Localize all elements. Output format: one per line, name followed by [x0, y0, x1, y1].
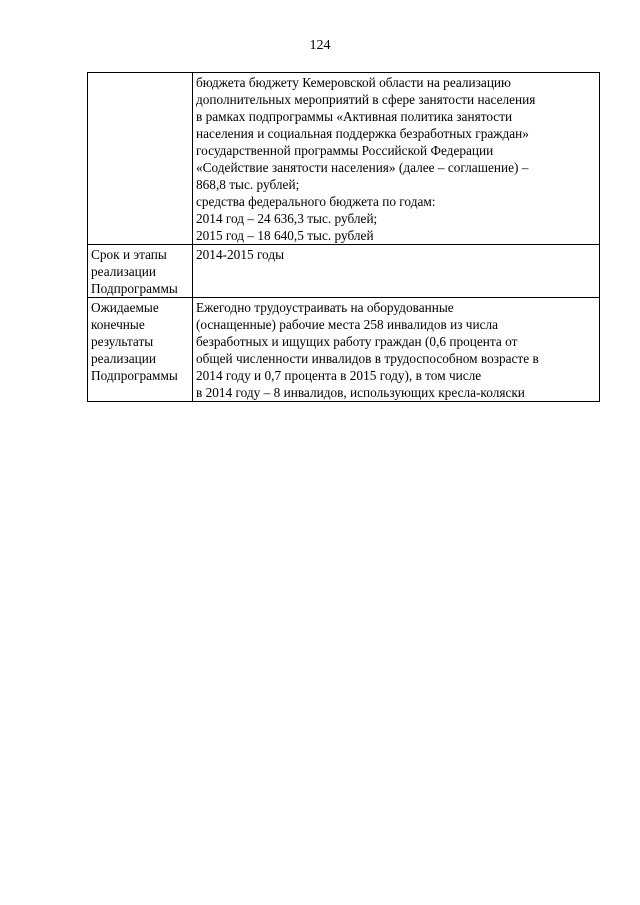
label-cell-expected-results: [88, 298, 193, 402]
table-row-funding-continued: [88, 73, 600, 245]
results-text-line: общей численности инвалидов в трудоспособном возрасте в: [196, 351, 539, 366]
timeline-label-line: Подпрограммы: [91, 281, 178, 296]
label-cell-funding: [88, 73, 193, 245]
timeline-label-line: реализации: [91, 264, 156, 279]
funding-text-line: 2015 год – 18 640,5 тыс. рублей: [196, 228, 374, 243]
funding-text-line: дополнительных мероприятий в сфере занятости населения: [196, 92, 536, 107]
timeline-value-line: 2014-2015 годы: [196, 247, 285, 262]
funding-text-line: 2014 год – 24 636,3 тыс. рублей;: [196, 211, 378, 226]
funding-text-line: «Содействие занятости населения» (далее – соглашение) –: [196, 160, 529, 175]
results-label-line: Ожидаемые: [91, 300, 159, 315]
value-cell-timeline: [193, 245, 600, 298]
value-cell-funding: [193, 73, 600, 245]
results-label-line: реализации: [91, 351, 156, 366]
results-text-line: безработных и ищущих работу граждан (0,6 процента от: [196, 334, 518, 349]
funding-text-line: государственной программы Российской Федерации: [196, 143, 494, 158]
results-text-line: 2014 году и 0,7 процента в 2015 году), в том числе: [196, 368, 482, 383]
results-text-line: (оснащенные) рабочие места 258 инвалидов из числа: [196, 317, 499, 332]
label-cell-timeline: [88, 245, 193, 298]
funding-text-line: населения и социальная поддержка безработных граждан»: [196, 126, 529, 141]
results-label-line: результаты: [91, 334, 154, 349]
results-text-line: в 2014 году – 8 инвалидов, использующих кресла-коляски: [196, 385, 525, 400]
results-label-line: конечные: [91, 317, 145, 332]
table-row-timeline: [88, 245, 600, 298]
results-label-line: Подпрограммы: [91, 368, 178, 383]
funding-text-line: бюджета бюджету Кемеровской области на реализацию: [196, 75, 511, 90]
funding-text-line: 868,8 тыс. рублей;: [196, 177, 300, 192]
subprogram-passport-table: [87, 72, 600, 402]
table-row-expected-results: [88, 298, 600, 402]
value-cell-expected-results: [193, 298, 600, 402]
funding-text-line: в рамках подпрограммы «Активная политика занятости: [196, 109, 513, 124]
results-text-line: Ежегодно трудоустраивать на оборудованные: [196, 300, 454, 315]
page-number: 124: [309, 38, 331, 53]
timeline-label-line: Срок и этапы: [91, 247, 167, 262]
funding-text-line: средства федерального бюджета по годам:: [196, 194, 436, 209]
